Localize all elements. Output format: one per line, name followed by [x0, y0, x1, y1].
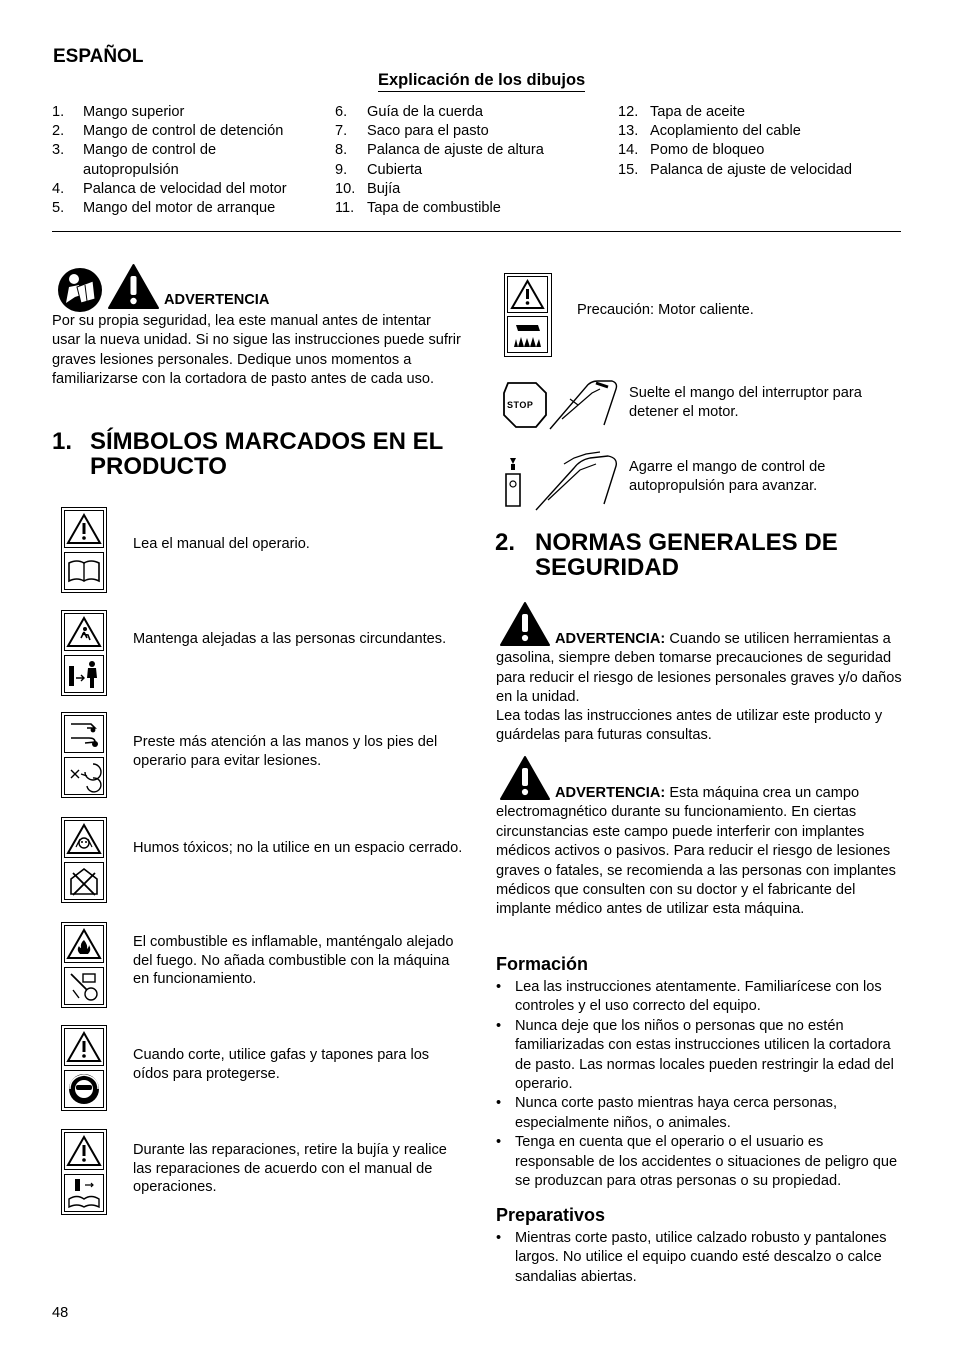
preparativos-list	[496, 1229, 906, 1287]
symbol-row-protection	[61, 1025, 461, 1111]
eye-ear-protection-icon	[64, 1070, 104, 1108]
hot-engine-symbol	[504, 273, 552, 357]
warning-icon	[64, 1028, 104, 1066]
stop-label: STOP	[507, 400, 534, 410]
list-item: 5. Mango del motor de arranque	[52, 200, 276, 217]
list-item: 2. Mango de control de detención	[52, 123, 284, 140]
divider	[52, 231, 901, 232]
formacion-heading: Formación	[496, 954, 589, 974]
reference-list-col1	[52, 103, 322, 218]
reference-list-col2	[335, 103, 605, 218]
self-propel-illustration	[500, 450, 624, 514]
symbol-description: Mantenga alejadas a las personas circundantes.	[133, 631, 447, 647]
list-item: 7. Saco para el pasto	[335, 123, 489, 140]
list-item: 15. Palanca de ajuste de velocidad	[618, 161, 853, 178]
list-item: 10. Bujía	[335, 180, 401, 197]
section-title: SÍMBOLOS MARCADOS EN EL PRODUCTO	[90, 428, 444, 480]
warning-icon	[64, 510, 104, 548]
symbol-description: El combustible es inflamable, manténgalo alejado del fuego. No añada combustible con la máquina en funcionamiento.	[133, 934, 454, 988]
list-item: 3. Mango de control de autopropulsión	[52, 142, 217, 178]
warning-label: ADVERTENCIA	[164, 292, 270, 308]
no-refuel-running-icon	[64, 967, 104, 1005]
warning2-text: ADVERTENCIA: Esta máquina crea un campo electromagnético durante su funcionamiento. En ciertas circunstancias este campo puede interferir con implantes médicos activos o pasivos. Para reducir el riesgo de lesiones graves o fatales, se recomienda a las personas con implantes médicos que consulten con su doctor y el fabricante del implante médico antes de utilizar esta máquina.	[496, 785, 896, 918]
warning-icon	[64, 1132, 104, 1170]
reference-list-col3	[618, 103, 908, 180]
symbol-row-fumes	[61, 817, 461, 903]
symbol-row-bystanders	[61, 610, 461, 696]
symbol-row-fuel	[61, 922, 461, 1008]
read-manual-icon	[57, 267, 103, 313]
symbol-description: Lea el manual del operario.	[133, 536, 310, 552]
preparativos-heading: Preparativos	[496, 1205, 606, 1225]
list-item: 12. Tapa de aceite	[618, 104, 745, 120]
hot-surface-icon	[507, 316, 548, 353]
symbol-description: Preste más atención a las manos y los pies del operario para evitar lesiones.	[133, 734, 438, 769]
list-item: 13. Acoplamiento del cable	[618, 123, 801, 140]
list-item: • Nunca corte pasto mientras haya cerca personas, especialmente niños, o animales.	[496, 1094, 906, 1133]
warning-icon	[507, 276, 548, 313]
flammable-icon	[64, 925, 104, 963]
list-item: 11. Tapa de combustible	[335, 200, 501, 217]
symbol-description: Durante las reparaciones, retire la bujía y realice las reparaciones de acuerdo con el manual de operaciones.	[133, 1142, 447, 1196]
list-item: 8. Palanca de ajuste de altura	[335, 142, 544, 159]
spark-plug-manual-icon	[64, 1174, 104, 1212]
warning-triangle-icon	[107, 263, 160, 310]
book-icon	[64, 552, 104, 590]
list-item: • Tenga en cuenta que el operario o el usuario es responsable de los accidentes o situaciones de peligro que se produzcan para otras personas o su propiedad.	[496, 1133, 906, 1191]
warning1-text-extra: Lea todas las instrucciones antes de utilizar este producto y guárdelas para futuras consultas.	[496, 708, 883, 744]
section1-heading	[52, 429, 472, 483]
list-item: 4. Palanca de velocidad del motor	[52, 180, 287, 197]
list-item: 6. Guía de la cuerda	[335, 104, 484, 120]
section-number: 1.	[52, 428, 73, 455]
warning1-text: ADVERTENCIA: Cuando se utilicen herramientas a gasolina, siempre deben tomarse precauciones de seguridad para reducir el riesgo de lesiones personales graves y/o daños en la unidad.	[496, 631, 902, 706]
keep-distance-icon	[64, 655, 104, 693]
thrown-object-icon	[64, 613, 104, 651]
page-number: 48	[52, 1305, 69, 1321]
intro-warning-text: Por su propia seguridad, lea este manual antes de intentar usar la nueva unidad. Si no sigue las instrucciones puede sufrir graves lesiones personales. Dedique unos momentos a familiarizarse con la cortadora de pasto antes de cada uso.	[52, 313, 461, 388]
symbol-row-hands-feet	[61, 712, 461, 798]
drawings-explanation-title: Explicación de los dibujos	[378, 71, 585, 92]
formacion-list	[496, 978, 906, 1191]
list-item: • Nunca deje que los niños o personas que no estén familiarizadas con estas instrucciones utilicen la cortadora de pasto. Las normas locales pueden restringir la edad del operario.	[496, 1017, 906, 1095]
list-item: 9. Cubierta	[335, 161, 423, 178]
toxic-fumes-icon	[64, 820, 104, 858]
section-title: NORMAS GENERALES DE SEGURIDAD	[535, 529, 838, 581]
list-item: 14. Pomo de bloqueo	[618, 142, 765, 159]
hand-foot-hazard-icon	[64, 715, 104, 753]
symbol-description: Humos tóxicos; no la utilice en un espacio cerrado.	[133, 840, 463, 856]
symbol-description: Cuando corte, utilice gafas y tapones para los oídos para protegerse.	[133, 1047, 430, 1082]
rotating-blade-icon	[64, 757, 104, 795]
list-item: • Mientras corte pasto, utilice calzado robusto y pantalones largos. No utilice el equipo cuando esté descalzo o calce sandalias abiertas.	[496, 1229, 906, 1287]
language-heading: ESPAÑOL	[53, 46, 144, 67]
section-number: 2.	[495, 529, 516, 556]
list-item: • Lea las instrucciones atentamente. Familiarícese con los controles y el uso correcto del equipo.	[496, 978, 906, 1017]
stop-instruction-text: Suelte el mango del interruptor para detener el motor.	[629, 385, 862, 421]
no-enclosed-space-icon	[64, 862, 104, 900]
symbol-row-manual	[61, 507, 461, 593]
hot-engine-text: Precaución: Motor caliente.	[577, 302, 754, 318]
symbol-row-maintenance	[61, 1129, 461, 1215]
list-item: 1. Mango superior	[52, 104, 185, 120]
self-propel-instruction-text: Agarre el mango de control de autopropulsión para avanzar.	[629, 459, 826, 495]
section2-heading	[495, 530, 915, 584]
